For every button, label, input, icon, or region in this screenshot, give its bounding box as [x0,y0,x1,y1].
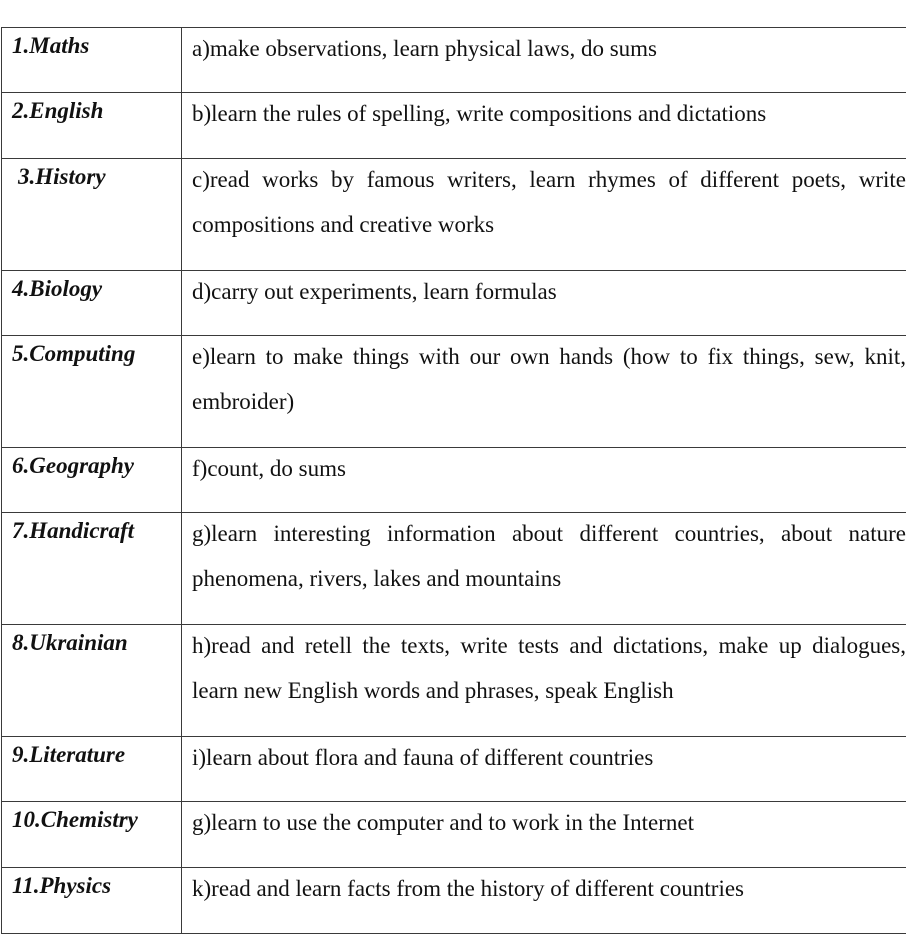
description-text: d)carry out experiments, learn formulas [192,279,557,304]
description-cell [182,28,906,93]
description-text: f)count, do sums [192,456,346,481]
subject-cell: 1.Maths [2,28,182,93]
description-text: a)make observations, learn physical laws, do sums [192,36,657,61]
table-row [2,802,906,868]
subject-cell: 10.Chemistry [2,802,182,868]
description-cell [182,448,906,513]
description-cell [182,271,906,336]
description-text: g)learn to use the computer and to work in the Internet [192,810,695,835]
table-row [2,868,906,934]
description-cell [182,802,906,868]
description-cell [182,868,906,934]
subject-cell: 8.Ukrainian [2,625,182,737]
table-row [2,28,906,93]
description-cell [182,93,906,159]
description-cell [182,336,906,448]
subject-cell: 11.Physics [2,868,182,934]
table-row [2,336,906,448]
table-row [2,625,906,737]
subject-cell: 5.Computing [2,336,182,448]
table-row [2,93,906,159]
description-text: h)read and retell the texts, write tests and dictations, make up dialogues, learn new English words and phrases, speak English [192,633,906,703]
subject-cell: 6.Geography [2,448,182,513]
subject-cell: 2.English [2,93,182,159]
description-cell [182,625,906,737]
description-text: i)learn about flora and fauna of different countries [192,745,654,770]
subject-cell: 3.History [2,159,182,271]
description-text: k)read and learn facts from the history of different countries [192,876,744,901]
table-row [2,159,906,271]
table-row [2,448,906,513]
description-cell [182,159,906,271]
table-row [2,513,906,625]
subject-cell: 7.Handicraft [2,513,182,625]
description-cell [182,513,906,625]
description-cell [182,737,906,802]
subject-cell: 9.Literature [2,737,182,802]
table-row [2,271,906,336]
subject-cell: 4.Biology [2,271,182,336]
matching-table [1,27,906,934]
description-text: c)read works by famous writers, learn rhymes of different poets, write compositions and creative works [192,167,906,237]
description-text: e)learn to make things with our own hands (how to fix things, sew, knit, embroider) [192,344,906,414]
description-text: b)learn the rules of spelling, write compositions and dictations [192,101,767,126]
description-text: g)learn interesting information about different countries, about nature phenomena, rivers, lakes and mountains [192,521,906,591]
table-row [2,737,906,802]
